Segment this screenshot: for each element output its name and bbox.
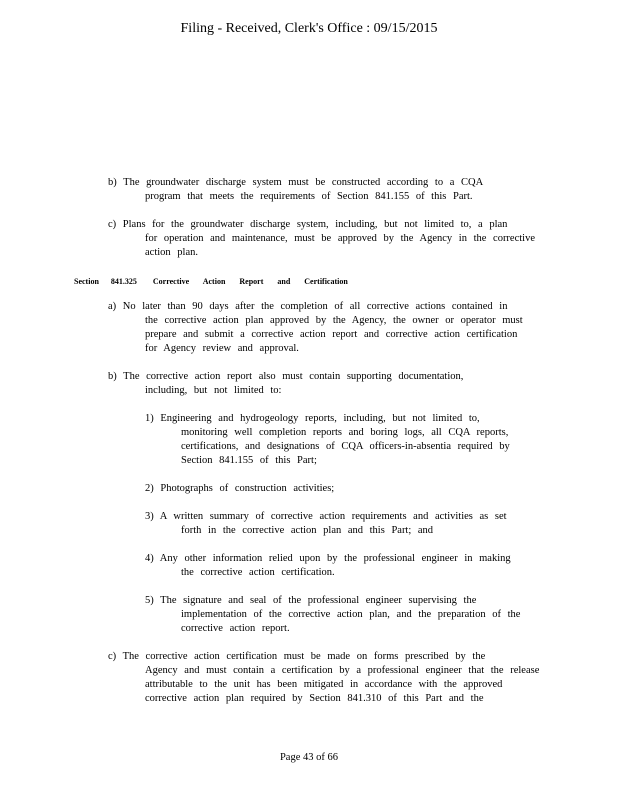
filing-stamp-header: Filing - Received, Clerk's Office : 09/15/2015 xyxy=(180,21,438,36)
section-a-line-3: prepare and submit a corrective action report and corrective action certification xyxy=(145,329,518,340)
section-a-line-4: for Agency review and approval. xyxy=(145,343,299,354)
item-5-line-2: implementation of the corrective action plan, and the preparation of the xyxy=(181,609,521,620)
section-heading xyxy=(74,276,348,288)
item-2-line-1: 2) Photographs of construction activities; xyxy=(145,483,335,494)
item-1-line-2: monitoring well completion reports and boring logs, all CQA reports, xyxy=(181,427,509,438)
paragraph-b-line-1: b) The groundwater discharge system must be constructed according to a CQA xyxy=(108,177,484,188)
paragraph-b-line-2: program that meets the requirements of Section 841.155 of this Part. xyxy=(145,191,473,202)
paragraph-c-line-2: for operation and maintenance, must be approved by the Agency in the corrective xyxy=(145,233,535,244)
section-b-line-1: b) The corrective action report also must contain supporting documentation, xyxy=(108,371,464,382)
section-c-line-4: corrective action plan required by Section 841.310 of this Part and the xyxy=(145,693,484,704)
item-1-line-3: certifications, and designations of CQA officers-in-absentia required by xyxy=(181,441,510,452)
item-5-line-3: corrective action report. xyxy=(181,623,290,634)
section-a-line-1: a) No later than 90 days after the completion of all corrective actions contained in xyxy=(108,301,508,312)
item-4-line-1: 4) Any other information relied upon by the professional engineer in making xyxy=(145,553,511,564)
item-3-line-2: forth in the corrective action plan and this Part; and xyxy=(181,525,434,536)
section-c-line-3: attributable to the unit has been mitigated in accordance with the approved xyxy=(145,679,503,690)
paragraph-c-line-1: c) Plans for the groundwater discharge system, including, but not limited to, a plan xyxy=(108,219,508,230)
item-5-line-1: 5) The signature and seal of the professional engineer supervising the xyxy=(145,595,477,606)
paragraph-c-line-3: action plan. xyxy=(145,247,198,258)
section-number: Section 841.325 xyxy=(74,277,137,286)
item-1-line-4: Section 841.155 of this Part; xyxy=(181,455,317,466)
section-c-line-2: Agency and must contain a certification by a professional engineer that the release xyxy=(145,665,540,676)
section-b-line-2: including, but not limited to: xyxy=(145,385,282,396)
section-title: Corrective Action Report and Certification xyxy=(152,277,348,286)
item-4-line-2: the corrective action certification. xyxy=(181,567,335,578)
page-number-footer: Page 43 of 66 xyxy=(279,752,339,763)
section-c-line-1: c) The corrective action certification must be made on forms prescribed by the xyxy=(108,651,486,662)
item-1-line-1: 1) Engineering and hydrogeology reports, including, but not limited to, xyxy=(145,413,480,424)
section-a-line-2: the corrective action plan approved by the Agency, the owner or operator must xyxy=(145,315,523,326)
item-3-line-1: 3) A written summary of corrective action requirements and activities as set xyxy=(145,511,507,522)
